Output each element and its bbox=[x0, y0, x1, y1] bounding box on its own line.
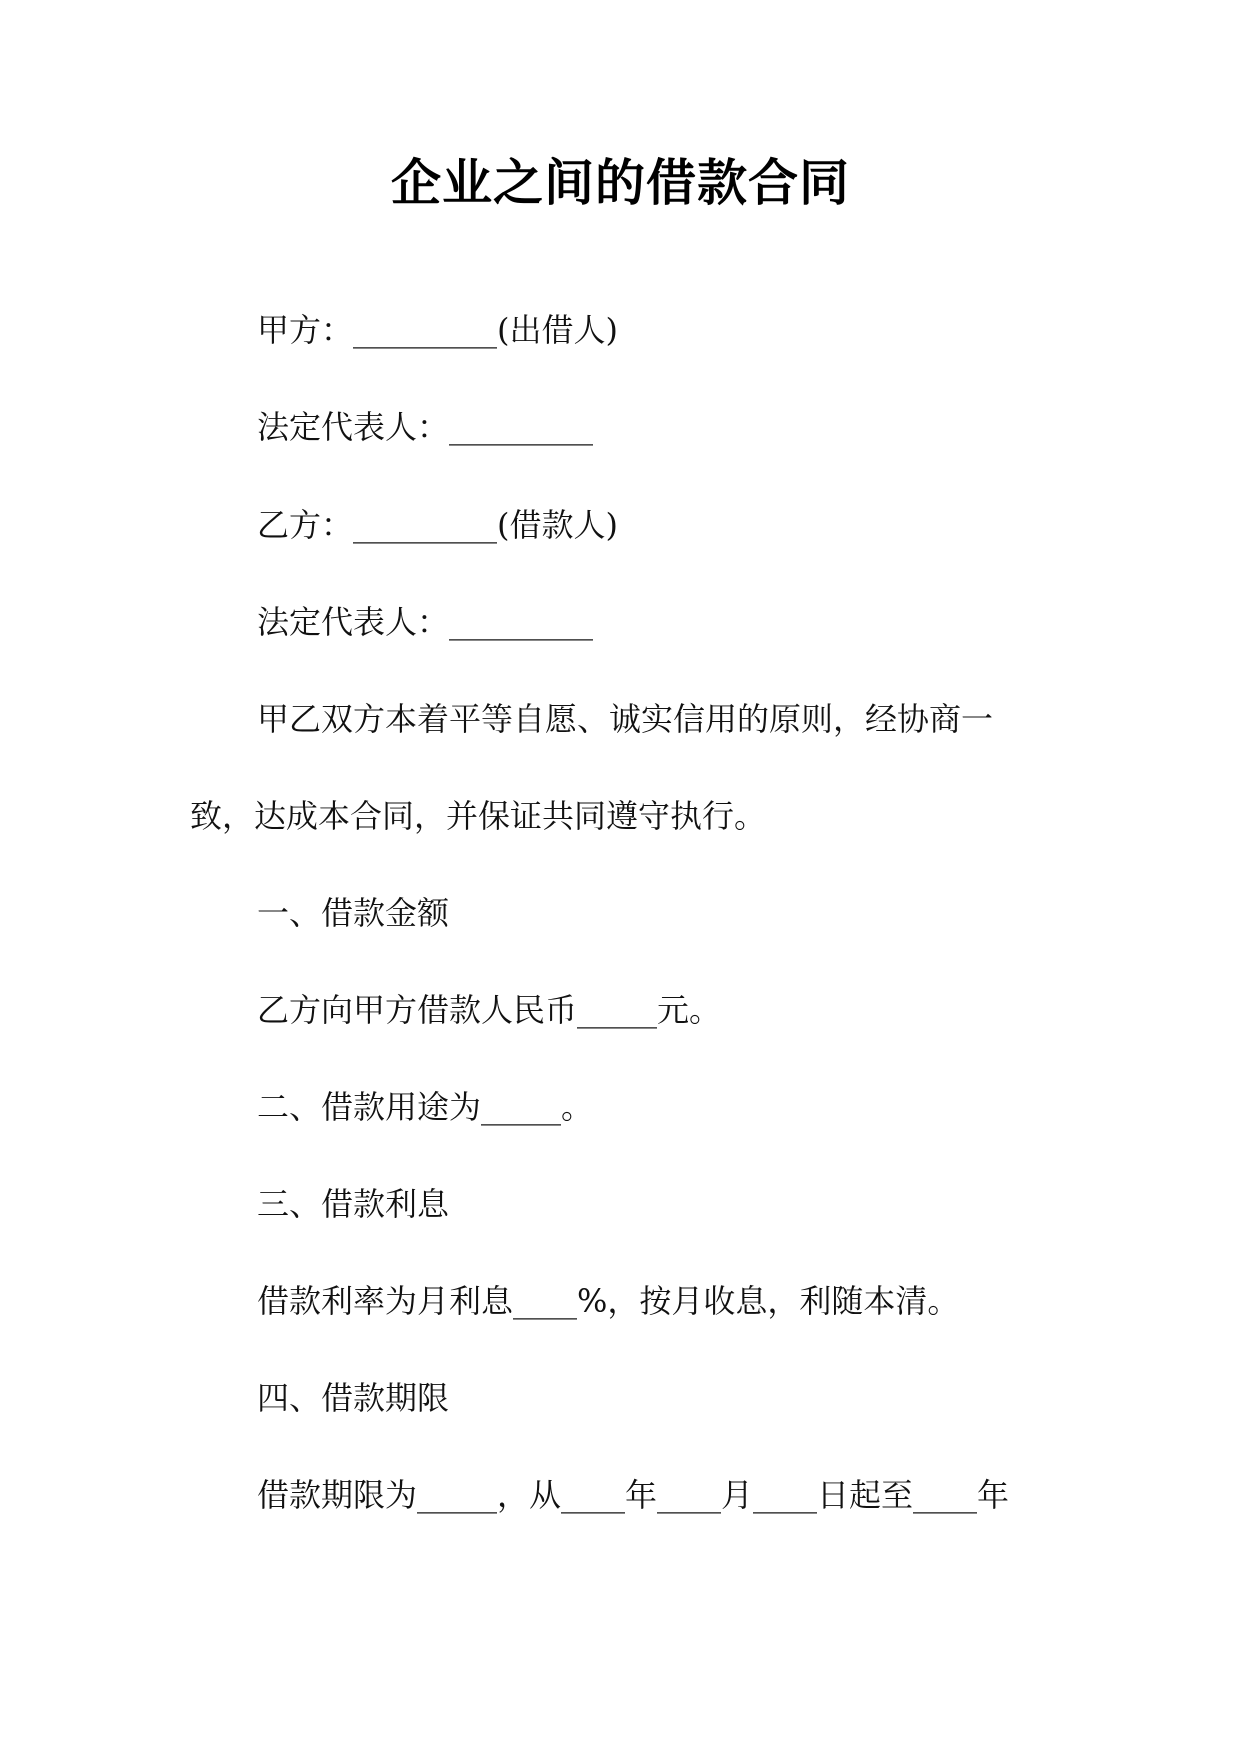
preamble-line-1: 甲乙双方本着平等自愿、诚实信用的原则，经协商一 bbox=[257, 700, 994, 738]
party-b-legal-rep-line: 法定代表人：_________ bbox=[257, 603, 594, 641]
interest-rate-line: 借款利率为月利息____%，按月收息，利随本清。 bbox=[257, 1282, 960, 1320]
party-a-legal-rep-line: 法定代表人：_________ bbox=[257, 408, 594, 446]
section-3-heading: 三、借款利息 bbox=[257, 1185, 450, 1223]
party-b-line: 乙方：_________(借款人) bbox=[257, 506, 618, 544]
loan-term-line: 借款期限为_____，从____年____月____日起至____年 bbox=[257, 1476, 1010, 1514]
preamble-line-2: 致，达成本合同，并保证共同遵守执行。 bbox=[190, 797, 767, 835]
section-4-heading: 四、借款期限 bbox=[257, 1379, 450, 1417]
loan-amount-line: 乙方向甲方借款人民币_____元。 bbox=[257, 991, 722, 1029]
section-1-heading: 一、借款金额 bbox=[257, 894, 450, 932]
document-title: 企业之间的借款合同 bbox=[391, 153, 850, 212]
party-a-line: 甲方：_________(出借人) bbox=[257, 311, 618, 349]
section-2-heading: 二、借款用途为_____。 bbox=[257, 1088, 594, 1126]
